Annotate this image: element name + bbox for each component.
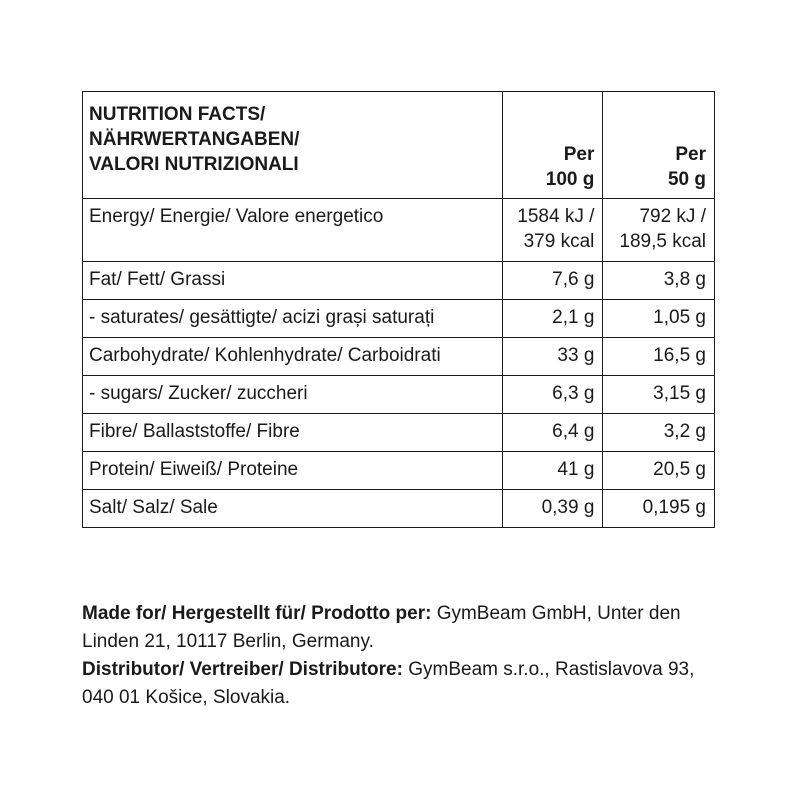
per-50g-value: 3,15 g (603, 376, 715, 414)
title-line: NÄHRWERTANGABEN/ (89, 129, 300, 150)
per-50g-value (603, 199, 715, 262)
table-row (83, 452, 715, 490)
per-100g-value: 41 g (503, 452, 603, 490)
row-label: Energy/ Energie/ Valore energetico (83, 199, 503, 262)
row-label: Salt/ Salz/ Sale (83, 490, 503, 528)
value-line: 189,5 kcal (619, 231, 706, 252)
title-line: NUTRITION FACTS/ (89, 104, 266, 125)
per-100g-value: 2,1 g (503, 300, 603, 338)
header-line: 100 g (545, 169, 595, 190)
value-line: 379 kcal (523, 231, 595, 252)
row-label: Fibre/ Ballaststoffe/ Fibre (83, 414, 503, 452)
title-line: VALORI NUTRIZIONALI (89, 154, 299, 175)
per-50g-value: 20,5 g (603, 452, 715, 490)
per-100g-value: 0,39 g (503, 490, 603, 528)
nutrition-table (82, 91, 715, 528)
per-100g-header (503, 92, 603, 199)
row-label: - saturates/ gesättigte/ acizi grași saturați (83, 300, 503, 338)
header-line: 50 g (667, 169, 706, 190)
made-for-line (82, 600, 722, 656)
per-50g-value: 1,05 g (603, 300, 715, 338)
distributor-text: GymBeam s.r.o., Rastislavova 93, 040 01 Košice, Slovakia. (82, 659, 695, 708)
table-row (83, 490, 715, 528)
table-header-row (83, 92, 715, 199)
manufacturer-info (82, 600, 722, 712)
row-label: - sugars/ Zucker/ zuccheri (83, 376, 503, 414)
table-title (83, 92, 503, 199)
per-50g-value: 0,195 g (603, 490, 715, 528)
header-line: Per (675, 144, 706, 165)
made-for-label: Made for/ Hergestellt für/ Prodotto per: (82, 603, 432, 624)
per-100g-value: 6,3 g (503, 376, 603, 414)
table-row (83, 300, 715, 338)
per-50g-value: 3,2 g (603, 414, 715, 452)
per-50g-value: 3,8 g (603, 262, 715, 300)
table-row-energy (83, 199, 715, 262)
distributor-label: Distributor/ Vertreiber/ Distributore: (82, 659, 403, 680)
per-100g-value: 6,4 g (503, 414, 603, 452)
distributor-line (82, 656, 722, 712)
made-for-text: GymBeam GmbH, Unter den Linden 21, 10117 Berlin, Germany. (82, 603, 681, 652)
per-100g-value: 7,6 g (503, 262, 603, 300)
per-50g-value: 16,5 g (603, 338, 715, 376)
table-row (83, 376, 715, 414)
row-label: Protein/ Eiweiß/ Proteine (83, 452, 503, 490)
table-row (83, 262, 715, 300)
header-line: Per (563, 144, 595, 165)
per-100g-value (503, 199, 603, 262)
table-row (83, 338, 715, 376)
value-line: 792 kJ / (639, 206, 706, 227)
row-label: Carbohydrate/ Kohlenhydrate/ Carboidrati (83, 338, 503, 376)
row-label: Fat/ Fett/ Grassi (83, 262, 503, 300)
per-50g-header (603, 92, 715, 199)
value-line: 1584 kJ / (517, 206, 595, 227)
per-100g-value: 33 g (503, 338, 603, 376)
table-row (83, 414, 715, 452)
